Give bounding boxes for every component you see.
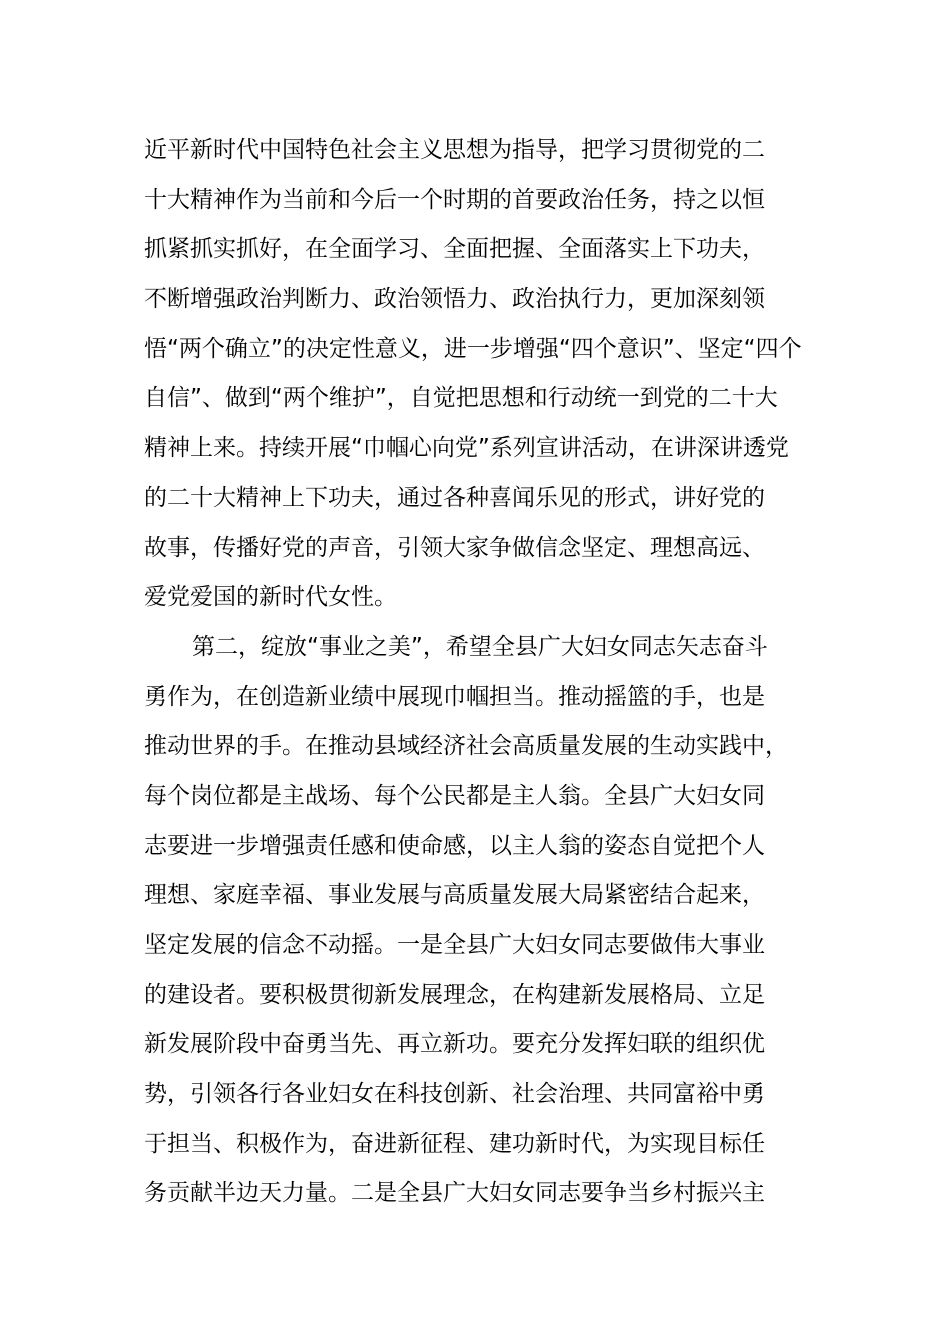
text-line: 坚定发展的信念不动摇。一是全县广大妇女同志要做伟大事业: [144, 932, 765, 958]
text-line: 的二十大精神上下功夫，通过各种喜闻乐见的形式，讲好党的: [144, 484, 765, 511]
text-line: 故事，传播好党的声音，引领大家争做信念坚定、理想高远、: [144, 534, 765, 561]
text-line: 精神上来。持续开展“巾帼心向党”系列宣讲活动，在讲深讲透党: [144, 435, 789, 462]
text-line: 近平新时代中国特色社会主义思想为指导，把学习贯彻党的二: [144, 137, 765, 163]
text-line: 每个岗位都是主战场、每个公民都是主人翁。全县广大妇女同: [144, 782, 765, 809]
text-line: 势，引领各行各业妇女在科技创新、社会治理、共同富裕中勇: [144, 1081, 765, 1108]
text-line: 不断增强政治判断力、政治领悟力、政治执行力，更加深刻领: [144, 286, 765, 313]
text-line: 推动世界的手。在推动县域经济社会高质量发展的生动实践中，: [144, 733, 788, 760]
body-text: [144, 126, 824, 1219]
text-line: 新发展阶段中奋勇当先、再立新功。要充分发挥妇联的组织优: [144, 1031, 765, 1058]
text-line: 理想、家庭幸福、事业发展与高质量发展大局紧密结合起来，: [144, 882, 765, 909]
text-line: 勇作为，在创造新业绩中展现巾帼担当。推动摇篮的手，也是: [144, 683, 765, 710]
text-line: 十大精神作为当前和今后一个时期的首要政治任务，持之以恒: [144, 186, 765, 213]
text-line: 悟“两个确立”的决定性意义，进一步增强“四个意识”、坚定“四个: [144, 335, 802, 362]
paragraph-start-line: 第二，绽放“事业之美”，希望全县广大妇女同志矢志奋斗: [192, 633, 768, 660]
text-line: 务贡献半边天力量。二是全县广大妇女同志要争当乡村振兴主: [144, 1180, 765, 1207]
text-line: 爱党爱国的新时代女性。: [144, 584, 397, 611]
text-line: 志要进一步增强责任感和使命感，以主人翁的姿态自觉把个人: [144, 832, 765, 859]
text-line: 自信”、做到“两个维护”，自觉把思想和行动统一到党的二十大: [144, 385, 778, 412]
text-line: 抓紧抓实抓好，在全面学习、全面把握、全面落实上下功夫，: [144, 236, 765, 263]
text-line: 于担当、积极作为，奋进新征程、建功新时代，为实现目标任: [144, 1130, 765, 1157]
text-line: 的建设者。要积极贯彻新发展理念，在构建新发展格局、立足: [144, 981, 765, 1008]
